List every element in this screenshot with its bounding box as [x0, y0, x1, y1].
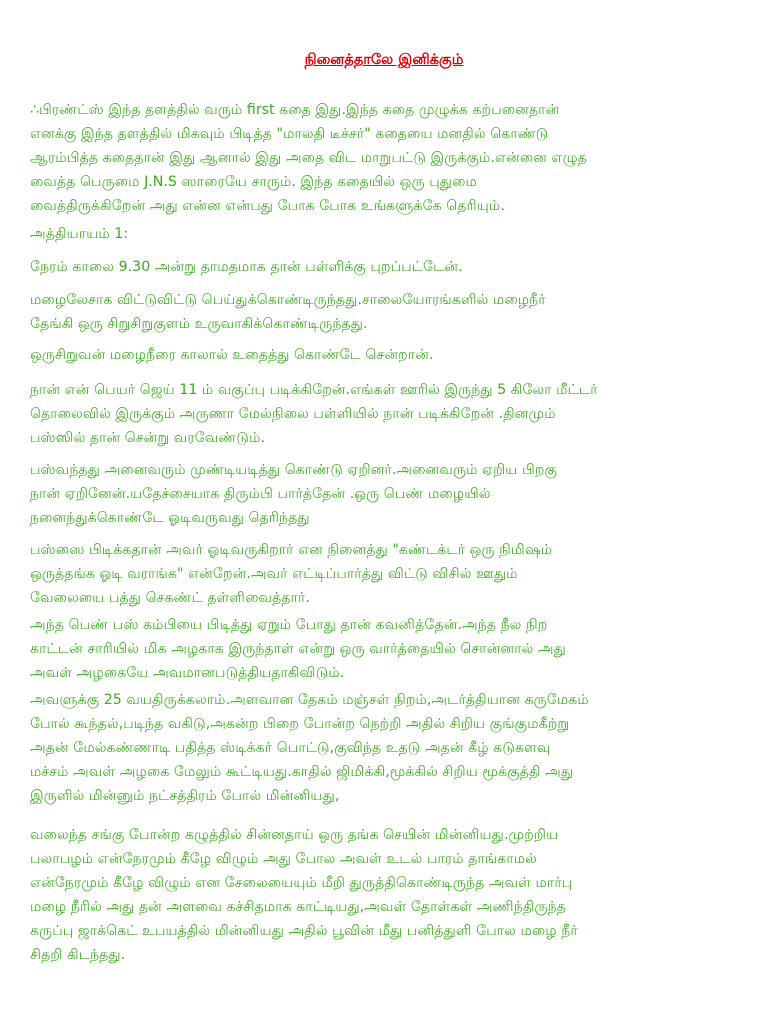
paragraph-line: காட்டன் சாரியில் மிக அழகாக இருந்தாள் என்று ஒரு வார்த்தையில் சொன்னால் அது	[30, 641, 566, 657]
paragraph-line: சிதறி கிடந்தது.	[30, 947, 126, 963]
paragraph-line: ஆரம்பித்த கதைதான் இது ஆனால் இது அதை விட மாறுபட்டு இருக்கும்.என்னை எழுத	[30, 150, 587, 166]
paragraph	[30, 255, 745, 279]
paragraph-line: ஒருசிறுவன் மழைநீரை காலால் உதைத்து கொண்டே சென்றான்.	[30, 347, 434, 363]
paragraph-line: பலாபழம் என்நேரமும் கீழே விழும் அது போல அவள் உடல் பாரம் தாங்காமல்	[30, 851, 537, 867]
paragraph	[30, 288, 745, 336]
paragraph-line: தொலைவில் இருக்கும் அருணா மேல்நிலை பள்ளியில் நான் படிக்கிறேன் .தினமும்	[30, 406, 556, 422]
paragraph-line: மச்சம் அவள் அழகை மேலும் கூட்டியது.காதில் ஜிமிக்கி,மூக்கில் சிறிய மூக்குத்தி அது	[30, 764, 574, 780]
paragraph-line: எனக்கு இந்த தளத்தில் மிகவும் பிடித்த "மாலதி டீச்சர்" கதையை மனதில் கொண்டு	[30, 126, 549, 142]
paragraph-line: அதன் மேல்கண்ணாடி பதித்த ஸ்டிக்கர் பொட்டு,குவிந்த உதடு அதன் கீழ் கடுகளவு	[30, 740, 551, 756]
paragraph	[30, 613, 745, 685]
paragraph-line: நான் ஏறினேன்.யதேச்சையாக திரும்பி பார்த்தேன் .ஒரு பெண் மழையில்	[30, 486, 491, 502]
paragraph-line: என்நேரமும் கீழே விழும் என சேலையையும் மீறி துருத்திகொண்டிருந்த அவள் மார்பு	[30, 875, 573, 891]
paragraph-line: வலைந்த சங்கு போன்ற கழுத்தில் சின்னதாய் ஒரு தங்க செயின் மின்னியது.முற்றிய	[30, 827, 559, 843]
paragraph-line: அந்த பெண் பஸ் கம்பியை பிடித்து ஏறும் போது தான் கவனித்தேன்.அந்த நீல நிற	[30, 617, 548, 633]
paragraph-line: வேலையை பத்து செகண்ட் தள்ளிவைத்தார்.	[30, 590, 310, 606]
paragraph-line: தேங்கி ஒரு சிறுசிறுகுளம் உருவாகிக்கொண்டிருந்தது.	[30, 316, 368, 332]
paragraph	[30, 343, 745, 367]
paragraph-intro	[30, 98, 745, 218]
paragraph-line: அத்தியாயம் 1:	[30, 226, 129, 242]
paragraph-line: போல் கூந்தல்,படிந்த வகிடு,அகன்ற பிறை போன்ற நெற்றி அதில் சிறிய குங்குமகீற்று	[30, 716, 570, 732]
paragraph	[30, 538, 745, 610]
paragraph-line: மழை நீரில் அது தன் அளவை கச்சிதமாக காட்டியது,அவள் தோள்கள் அணிந்திருந்த	[30, 899, 566, 915]
paragraph-line: பஸ்வந்தது அனைவரும் முண்டியடித்து கொண்டு ஏறினர்.அனைவரும் ஏறிய பிறகு	[30, 462, 558, 478]
chapter-heading	[30, 222, 745, 246]
paragraph-line: நான் என் பெயர் ஜெய் 11 ம் வகுப்பு படிக்கிறேன்.எங்கள் ஊரில் இருந்து 5 கிலோ மீட்டர்	[30, 382, 598, 398]
paragraph-line: மழைலேசாக விட்டுவிட்டு பெய்துக்கொண்டிருந்தது.சாலையோரங்களில் மழைநீர்	[30, 292, 546, 308]
paragraph-line: அவள் அழகையே அவமானபடுத்தியதாகிவிடும்.	[30, 665, 345, 681]
paragraph-line: இருளில் மின்னும் நட்சத்திரம் போல் மின்னியது,	[30, 788, 340, 804]
paragraph	[30, 688, 745, 808]
paragraph-line: அவளுக்கு 25 வயதிருக்கலாம்.அளவான தேகம் மஞ்சள் நிறம்,அடர்த்தியான கருமேகம்	[30, 692, 589, 708]
paragraph-line: வைத்திருக்கிறேன் அது என்ன என்பது போக போக உங்களுக்கே தெரியும்.	[30, 198, 505, 214]
paragraph	[30, 378, 745, 450]
paragraph-line: கருப்பு ஜாக்கெட் உபயத்தில் மின்னியது அதில் பூவின் மீது பனித்துளி போல மழை நீர்	[30, 923, 578, 939]
paragraph-line: பஸ்ஸை பிடிக்கதான் அவர் ஓடிவருகிறார் என நினைத்து "கண்டக்டர் ஒரு நிமிஷம்	[30, 542, 553, 558]
paragraph	[30, 458, 745, 530]
paragraph-line: வைத்த பெருமை J.N.S ஸாரையே சாரும். இந்த கதையில் ஒரு புதுமை	[30, 174, 477, 190]
paragraph-line: பஸ்ஸில் தான் சென்று வரவேண்டும்.	[30, 430, 266, 446]
paragraph-line: ∴பிரண்ட்ஸ் இந்த தளத்தில் வரும் first கதை இது.இந்த கதை முழுக்க கற்பனைதான்	[30, 102, 560, 118]
paragraph-line: நனைந்துக்கொண்டே ஓடிவருவது தெரிந்தது	[30, 510, 310, 526]
paragraph-line: நேரம் காலை 9.30 அன்று தாமதமாக தான் பள்ளிக்கு புறப்பட்டேன்.	[30, 259, 463, 275]
document-title: நினைத்தாலே இனிக்கும்	[304, 52, 464, 68]
paragraph-line: ஒருத்தங்க ஓடி வராங்க" என்றேன்.அவர் எட்டிப்பார்த்து விட்டு விசில் ஊதும்	[30, 566, 518, 582]
paragraph	[30, 823, 745, 967]
